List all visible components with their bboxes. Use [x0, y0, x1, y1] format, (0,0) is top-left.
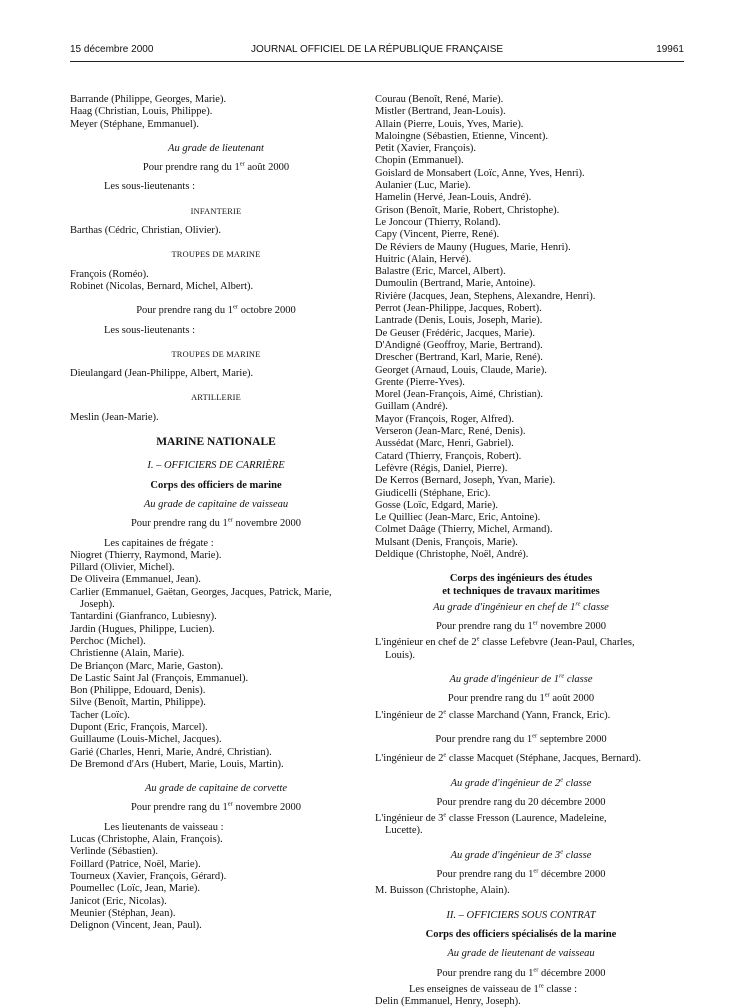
rank-date: Pour prendre rang du 1er décembre 2000	[436, 966, 606, 979]
name-entry: Meunier (Stéphan, Jean).	[70, 907, 176, 919]
grade-heading: Au grade d'ingénieur de 1re classe	[449, 672, 593, 686]
rank-date: Pour prendre rang du 20 décembre 2000	[436, 796, 606, 808]
name-entry: Aulanier (Luc, Marie).	[375, 180, 471, 192]
name-entry: Balastre (Eric, Marcel, Albert).	[375, 266, 506, 278]
name-entry: Deldique (Christophe, Noël, André).	[375, 548, 529, 560]
name-entry: Guillaume (Louis-Michel, Jacques).	[70, 734, 222, 746]
name-entry: Hamelin (Hervé, Jean-Louis, André).	[375, 192, 532, 204]
name-list	[70, 412, 362, 424]
name-entry: De Bremond d'Ars (Hubert, Marie, Louis, Martin).	[70, 758, 284, 770]
name-entry: Pillard (Olivier, Michel).	[70, 562, 175, 574]
corps-heading: Corps des officiers spécialisés de la marine	[425, 928, 617, 940]
name-entry: Barthas (Cédric, Christian, Olivier).	[70, 225, 222, 237]
category-heading: I. – OFFICIERS DE CARRIÈRE	[147, 460, 285, 472]
name-entry: Mistler (Bertrand, Jean-Louis).	[375, 106, 506, 118]
name-entry: Morel (Jean-François, Aimé, Christian).	[375, 389, 543, 401]
header-date: 15 décembre 2000	[70, 44, 154, 55]
name-list	[70, 269, 362, 294]
name-entry: D'Andigné (Geoffroy, Marie, Bertrand).	[375, 339, 543, 351]
name-entry: Grente (Pierre-Yves).	[375, 376, 465, 388]
rank-date: Pour prendre rang du 1er novembre 2000	[435, 619, 607, 633]
name-entry: Mayor (François, Roger, Alfred).	[375, 413, 514, 425]
name-entry: Petit (Xavier, François).	[375, 143, 477, 155]
name-entry: Haag (Christian, Louis, Philippe).	[70, 106, 213, 118]
appointment-continued: Louis).	[385, 649, 416, 661]
appointment: M. Buisson (Christophe, Alain).	[375, 885, 510, 897]
grade-heading: Au grade d'ingénieur en chef de 1re classe	[433, 600, 609, 613]
name-entry: Lantrade (Denis, Louis, Joseph, Marie).	[375, 315, 543, 327]
list-intro: Les lieutenants de vaisseau :	[104, 821, 224, 833]
name-entry: De Kerros (Bernard, Joseph, Yvan, Marie).	[375, 475, 556, 487]
name-entry: Tacher (Loïc).	[70, 709, 130, 721]
name-entry: Tourneux (Xavier, François, Gérard).	[70, 870, 227, 882]
page-header	[70, 44, 684, 58]
name-list	[70, 611, 362, 771]
page-number: 19961	[656, 44, 684, 55]
grade-heading: Au grade de lieutenant de vaisseau	[447, 948, 595, 960]
appointment: L'ingénieur de 2e classe Marchand (Yann, Franck, Eric).	[375, 708, 611, 721]
list-intro: Les enseignes de vaisseau de 1re classe :	[409, 982, 578, 995]
name-entry: Huitric (Alain, Hervé).	[375, 253, 472, 265]
name-entry: Carlier (Emmanuel, Gaëtan, Georges, Jacques, Patrick, Marie,	[70, 586, 332, 598]
arm-heading: ARTILLERIE	[191, 393, 241, 403]
arm-heading: TROUPES DE MARINE	[171, 250, 261, 260]
name-entry: Barrande (Philippe, Georges, Marie).	[70, 94, 227, 105]
name-entry: Grison (Benoît, Marie, Robert, Christophe).	[375, 204, 560, 216]
journal-title: JOURNAL OFFICIEL DE LA RÉPUBLIQUE FRANÇAISE	[250, 44, 504, 55]
name-entry: Chopin (Emmanuel).	[375, 155, 464, 167]
name-entry: Christienne (Alain, Marie).	[70, 648, 185, 660]
rank-date: Pour prendre rang du 1er octobre 2000	[136, 303, 296, 317]
name-list	[70, 834, 362, 932]
name-entry: Le Joncour (Thierry, Roland).	[375, 216, 501, 228]
name-entry: De Oliveira (Emmanuel, Jean).	[70, 574, 201, 586]
name-entry-continued: Joseph).	[80, 599, 115, 611]
name-entry: Dieulangard (Jean-Philippe, Albert, Marie).	[70, 368, 254, 380]
name-entry: François (Roméo).	[70, 268, 149, 280]
name-entry: Lefèvre (Régis, Daniel, Pierre).	[375, 462, 508, 474]
name-entry: Dumoulin (Bertrand, Marie, Antoine).	[375, 278, 536, 290]
grade-heading: Au grade de capitaine de vaisseau	[143, 498, 289, 510]
name-entry: Goislard de Monsabert (Loïc, Anne, Yves, Henri).	[375, 167, 585, 179]
name-entry: Delin (Emmanuel, Henry, Joseph).	[375, 996, 521, 1008]
name-entry: Janicot (Eric, Nicolas).	[70, 895, 167, 907]
name-list	[70, 225, 362, 237]
appointment: L'ingénieur de 2e classe Macquet (Stéphane, Jacques, Bernard).	[375, 751, 642, 765]
name-entry: Capy (Vincent, Pierre, René).	[375, 229, 500, 241]
name-entry: Silve (Benoît, Martin, Philippe).	[70, 697, 206, 709]
name-entry: Poumellec (Loïc, Jean, Marie).	[70, 883, 201, 895]
name-entry: Giudicelli (Stéphane, Eric).	[375, 487, 491, 499]
name-entry: Verlinde (Sébastien).	[70, 846, 159, 858]
name-entry: De Geuser (Frédéric, Jacques, Marie).	[375, 327, 536, 339]
header-rule	[70, 61, 684, 62]
name-entry: Jardin (Hugues, Philippe, Lucien).	[70, 623, 215, 635]
name-entry: Maloingne (Sébastien, Etienne, Vincent).	[375, 130, 548, 142]
name-entry: Meyer (Stéphane, Emmanuel).	[70, 118, 199, 130]
name-entry: Rivière (Jacques, Jean, Stephens, Alexandre, Henri).	[375, 290, 596, 302]
name-list	[70, 550, 362, 587]
arm-heading: TROUPES DE MARINE	[171, 349, 261, 359]
name-list	[375, 94, 667, 561]
name-entry: Perrot (Jean-Philippe, Jacques, Robert).	[375, 303, 542, 315]
name-entry: Delignon (Vincent, Jean, Paul).	[70, 920, 202, 932]
rank-date: Pour prendre rang du 1er août 2000	[142, 160, 290, 174]
category-heading: II. – OFFICIERS SOUS CONTRAT	[446, 909, 596, 921]
corps-heading: Corps des officiers de marine	[150, 479, 282, 491]
name-entry: Perchoc (Michel).	[70, 635, 146, 647]
name-entry: Drescher (Bertrand, Karl, Marie, René).	[375, 352, 543, 364]
rank-date: Pour prendre rang du 1er novembre 2000	[130, 516, 302, 530]
name-entry: De Briançon (Marc, Marie, Gaston).	[70, 660, 224, 672]
appointment-continued: Lucette).	[385, 825, 423, 837]
corps-heading: Corps des ingénieurs des études	[449, 573, 593, 585]
name-entry: Foillard (Patrice, Noël, Marie).	[70, 858, 201, 870]
name-entry: Aussédat (Marc, Henri, Gabriel).	[375, 438, 514, 450]
grade-heading: Au grade d'ingénieur de 2e classe	[450, 776, 592, 789]
rank-date: Pour prendre rang du 1er août 2000	[447, 691, 595, 705]
name-entry: Mulsant (Denis, François, Marie).	[375, 536, 518, 548]
name-entry: De Lastic Saint Jal (François, Emmanuel).	[70, 672, 249, 684]
name-entry: Le Quilliec (Jean-Marc, Eric, Antoine).	[375, 512, 541, 524]
list-intro: Les sous-lieutenants :	[104, 324, 195, 336]
grade-heading: Au grade d'ingénieur de 3e classe	[450, 848, 592, 861]
name-entry: Garié (Charles, Henri, Marie, André, Christian).	[70, 746, 272, 758]
name-entry: Bon (Philippe, Edouard, Denis).	[70, 685, 206, 697]
arm-heading: INFANTERIE	[190, 206, 242, 216]
name-entry: Catard (Thierry, François, Robert).	[375, 450, 522, 462]
rank-date: Pour prendre rang du 1er décembre 2000	[436, 867, 606, 881]
name-entry: Robinet (Nicolas, Bernard, Michel, Albert).	[70, 280, 254, 292]
name-entry: Courau (Benoît, René, Marie).	[375, 94, 504, 105]
name-entry: Allain (Pierre, Louis, Yves, Marie).	[375, 118, 524, 130]
grade-heading: Au grade de capitaine de corvette	[145, 783, 287, 795]
name-entry: Lucas (Christophe, Alain, François).	[70, 834, 223, 846]
list-intro: Les capitaines de frégate :	[104, 537, 214, 549]
name-entry: Gosse (Loïc, Edgard, Marie).	[375, 499, 499, 511]
rank-date: Pour prendre rang du 1er novembre 2000	[130, 800, 302, 814]
section-heading: MARINE NATIONALE	[156, 436, 276, 449]
name-entry: Verseron (Jean-Marc, René, Denis).	[375, 426, 526, 438]
name-entry: Colmet Daâge (Thierry, Michel, Armand).	[375, 524, 553, 536]
name-entry: Georget (Arnaud, Louis, Claude, Marie).	[375, 364, 547, 376]
name-entry: De Réviers de Mauny (Hugues, Marie, Henri).	[375, 241, 571, 253]
name-entry: Niogret (Thierry, Raymond, Marie).	[70, 549, 222, 561]
name-entry: Dupont (Eric, François, Marcel).	[70, 721, 208, 733]
name-list	[70, 368, 362, 380]
right-column	[375, 94, 667, 1008]
name-list	[70, 94, 362, 131]
name-entry: Meslin (Jean-Marie).	[70, 411, 159, 423]
left-column	[70, 94, 362, 932]
corps-heading-continued: et techniques de travaux maritimes	[442, 585, 600, 597]
appointment: L'ingénieur de 3e classe Fresson (Laurence, Madeleine,	[375, 811, 607, 825]
name-entry: Guillam (André).	[375, 401, 448, 413]
appointment: L'ingénieur en chef de 2e classe Lefebvre (Jean-Paul, Charles,	[375, 635, 635, 649]
name-entry: Tantardini (Gianfranco, Lubiesny).	[70, 611, 217, 623]
rank-date: Pour prendre rang du 1er septembre 2000	[435, 732, 607, 745]
grade-heading: Au grade de lieutenant	[168, 142, 264, 154]
list-intro: Les sous-lieutenants :	[104, 181, 195, 193]
